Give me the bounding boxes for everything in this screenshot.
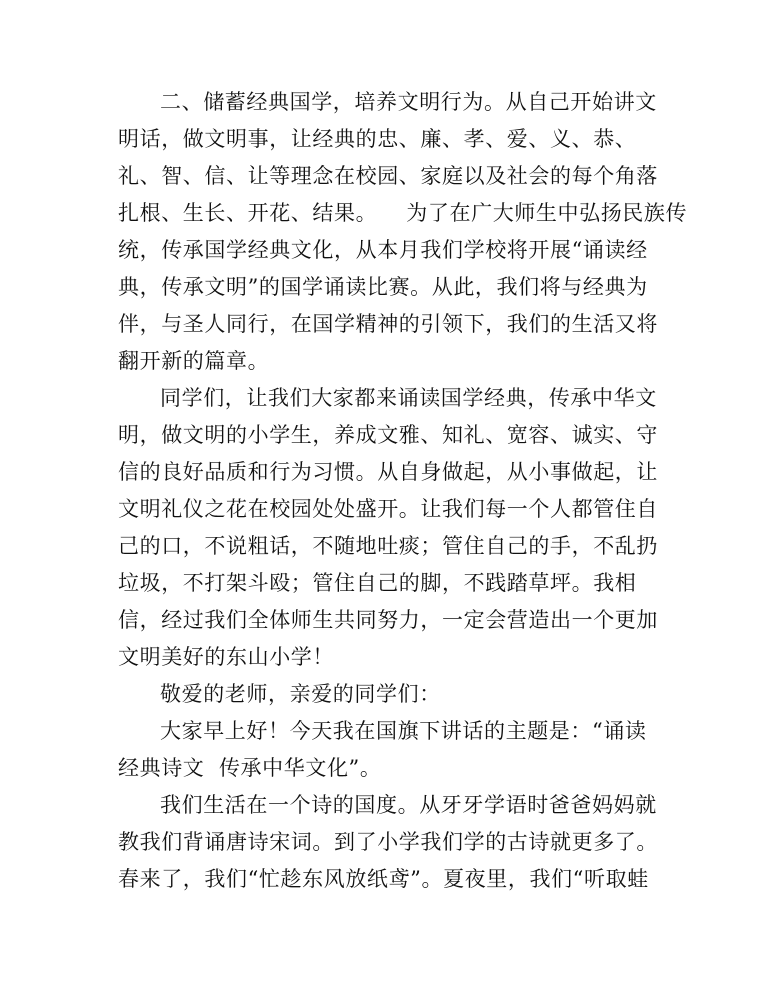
paragraph-line: 信的良好品质和行为习惯。从自身做起，从小事做起，让 — [118, 460, 658, 484]
paragraph-line: 经典诗文 传承中华文化”。 — [118, 756, 382, 780]
paragraph-line: 伴，与圣人同行，在国学精神的引领下，我们的生活又将 — [118, 312, 658, 336]
paragraph-line: 统，传承国学经典文化，从本月我们学校将开展“诵读经 — [118, 238, 648, 262]
salutation-line: 敬爱的老师，亲爱的同学们： — [160, 682, 441, 706]
paragraph-line: 礼、智、信、让等理念在校园、家庭以及社会的每个角落 — [118, 164, 658, 188]
paragraph-line: 典，传承文明”的国学诵读比赛。从此，我们将与经典为 — [118, 275, 648, 299]
paragraph-line: 教我们背诵唐诗宋词。到了小学我们学的古诗就更多了。 — [118, 830, 658, 854]
paragraph-line: 大家早上好！今天我在国旗下讲话的主题是：“诵读 — [160, 719, 647, 743]
paragraph-line: 信，经过我们全体师生共同努力，一定会营造出一个更加 — [118, 608, 658, 632]
body-text — [118, 84, 688, 898]
paragraph-line: 扎根、生长、开花、结果。 为了在广大师生中弘扬民族传 — [118, 201, 688, 225]
paragraph-line: 文明礼仪之花在校园处处盛开。让我们每一个人都管住自 — [118, 497, 658, 521]
paragraph-line: 翻开新的篇章。 — [118, 349, 270, 373]
paragraph-line: 春来了，我们“忙趁东风放纸鸢”。夏夜里，我们“听取蛙 — [118, 867, 649, 891]
paragraph-line: 明，做文明的小学生，养成文雅、知礼、宽容、诚实、守 — [118, 423, 658, 447]
paragraph-line: 二、储蓄经典国学，培养文明行为。从自己开始讲文 — [160, 90, 657, 114]
paragraph-line: 文明美好的东山小学！ — [118, 645, 334, 669]
paragraph-line: 同学们，让我们大家都来诵读国学经典，传承中华文 — [160, 386, 657, 410]
paragraph-line: 己的口，不说粗话，不随地吐痰；管住自己的手，不乱扔 — [118, 534, 658, 558]
paragraph-line: 垃圾，不打架斗殴；管住自己的脚，不践踏草坪。我相 — [118, 571, 637, 595]
paragraph-line: 我们生活在一个诗的国度。从牙牙学语时爸爸妈妈就 — [160, 793, 657, 817]
paragraph-line: 明话，做文明事，让经典的忠、廉、孝、爱、义、恭、 — [118, 127, 637, 151]
